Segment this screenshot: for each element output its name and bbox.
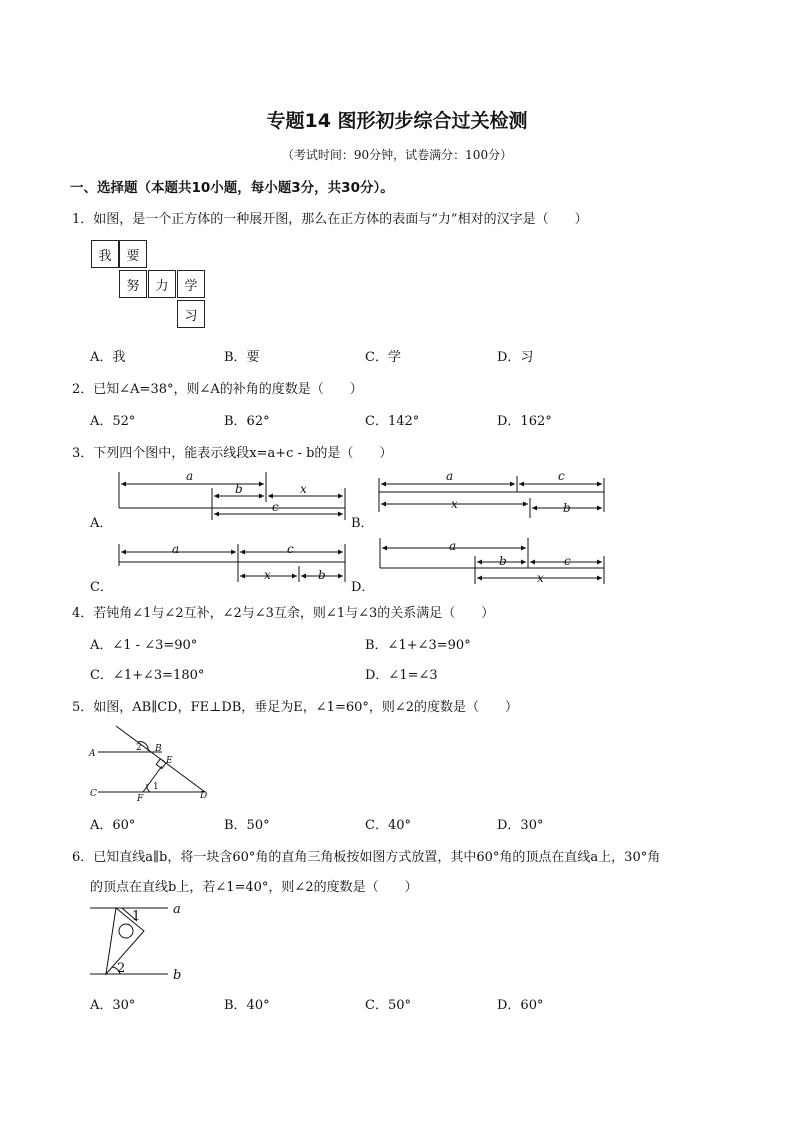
option-b: B． (351, 516, 374, 531)
angle-1-label: 1 (132, 909, 141, 924)
question-3-stem: 3．下列四个图中，能表示线段x=a+c - b的是（ ） (72, 446, 393, 461)
option-c: C． (90, 580, 113, 595)
label-x: x (451, 497, 458, 511)
option-a: A．我 (90, 350, 126, 365)
option-d: D．∠1=∠3 (365, 668, 438, 683)
option-d: D． (351, 580, 375, 595)
point-a: A (89, 749, 96, 759)
point-b: B (155, 744, 162, 754)
option-c: C．40° (365, 818, 411, 833)
line-a-label: a (173, 902, 181, 917)
question-6-stem-line1: 6．已知直线a∥b，将一块含60°角的直角三角板按如图方式放置，其中60°角的顶点在直线a上，30°角 (72, 850, 661, 865)
label-c: c (564, 554, 571, 568)
net-cell: 我 (91, 240, 119, 268)
label-a: a (186, 469, 194, 483)
net-cell: 学 (177, 270, 205, 298)
angle-2-label: 2 (117, 961, 126, 976)
option-a: A．60° (90, 818, 136, 833)
net-cell: 力 (148, 270, 176, 298)
option-a: A． (90, 516, 113, 531)
point-c: C (90, 789, 97, 799)
label-x: x (264, 568, 271, 582)
option-c: C．∠1+∠3=180° (90, 668, 205, 683)
label-c: c (287, 542, 294, 556)
point-e: E (166, 756, 173, 766)
label-b: b (318, 568, 326, 582)
option-d: D．60° (497, 998, 544, 1013)
angle-2-label: 2 (136, 743, 142, 753)
label-x: x (537, 571, 544, 585)
question-6-stem-line2: 的顶点在直线b上，若∠1=40°，则∠2的度数是（ ） (90, 880, 418, 895)
q6-figure (90, 908, 168, 974)
label-a: a (172, 542, 180, 556)
diagram-c (119, 544, 345, 582)
label-b: b (499, 554, 507, 568)
question-4-stem: 4．若钝角∠1与∠2互补，∠2与∠3互余，则∠1与∠3的关系满足（ ） (72, 606, 495, 621)
question-2-stem: 2．已知∠A=38°，则∠A的补角的度数是（ ） (72, 382, 363, 397)
label-x: x (300, 482, 307, 496)
page-title: 专题14 图形初步综合过关检测 (266, 110, 528, 132)
question-5-stem: 5．如图，AB∥CD，FE⊥DB，垂足为E，∠1=60°，则∠2的度数是（ ） (72, 700, 519, 715)
exam-info: （考试时间：90分钟，试卷满分：100分） (281, 148, 513, 162)
option-c: C．学 (365, 350, 401, 365)
point-f: F (137, 794, 144, 804)
label-c: c (558, 469, 565, 483)
diagram-a (119, 472, 345, 520)
option-c: C．50° (365, 998, 411, 1013)
option-a: A．30° (90, 998, 136, 1013)
line-b-label: b (173, 968, 182, 983)
angle-1-label: 1 (153, 782, 159, 792)
net-cell: 努 (119, 270, 147, 298)
label-b: b (563, 501, 571, 515)
option-b: B．要 (224, 350, 260, 365)
option-d: D．30° (497, 818, 544, 833)
net-cell: 习 (177, 300, 205, 328)
option-d: D．习 (497, 350, 534, 365)
section-heading: 一、选择题（本题共10小题，每小题3分，共30分）。 (70, 180, 394, 196)
option-b: B．50° (224, 818, 270, 833)
option-d: D．162° (497, 414, 552, 429)
option-b: B．40° (224, 998, 270, 1013)
label-c: c (272, 500, 279, 514)
net-cell: 要 (119, 240, 147, 268)
option-a: A．∠1 - ∠3=90° (90, 638, 198, 653)
q5-figure (98, 726, 205, 792)
option-b: B．∠1+∠3=90° (365, 638, 471, 653)
label-a: a (446, 469, 454, 483)
option-a: A．52° (90, 414, 136, 429)
point-d: D (200, 791, 208, 801)
label-b: b (235, 482, 243, 496)
option-b: B．62° (224, 414, 270, 429)
question-1-stem: 1．如图，是一个正方体的一种展开图，那么在正方体的表面与“力”相对的汉字是（ ） (72, 212, 588, 227)
label-a: a (449, 539, 457, 553)
option-c: C．142° (365, 414, 420, 429)
